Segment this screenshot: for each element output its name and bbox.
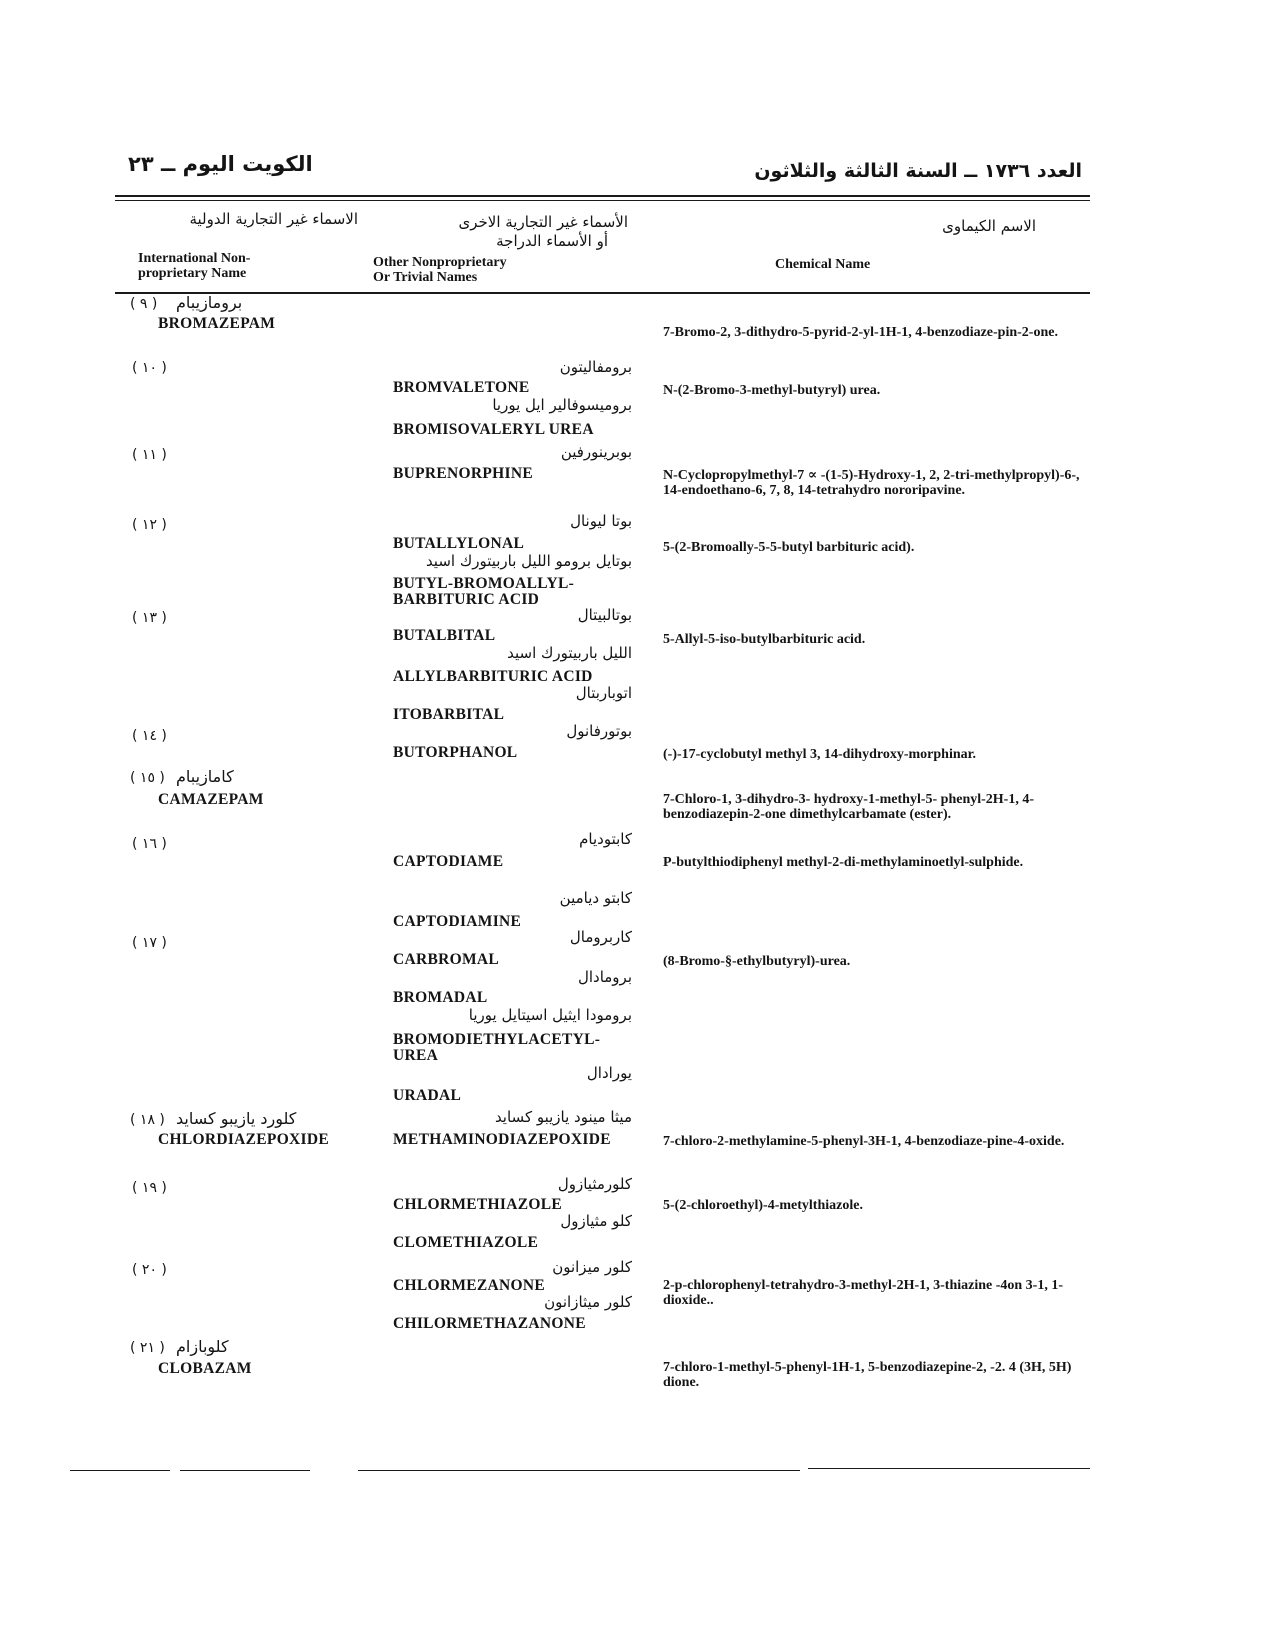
other-arabic-name: اتوباربتال [575, 684, 632, 702]
other-arabic-name: كلو مثيازول [560, 1212, 632, 1230]
header-rule-top [115, 195, 1090, 197]
column-other-english-2: Or Trivial Names [373, 270, 478, 285]
entry-number: ( ٢٠ ) [132, 1262, 167, 1278]
column-header-rule [115, 292, 1090, 294]
chemical-name: P-butylthiodiphenyl methyl-2-di-methylaminoetlyl-sulphide. [663, 855, 1024, 870]
inn-english-name: CLOBAZAM [158, 1360, 252, 1377]
other-arabic-name: بوتايل برومو الليل باربيتورك اسيد [425, 552, 632, 570]
inn-arabic-name: كلورد يازيبو كسايد [176, 1109, 297, 1128]
column-other-arabic-1: الأسماء غير التجارية الاخرى [458, 213, 628, 231]
other-arabic-name: كاربرومال [569, 928, 632, 946]
other-english-name: BROMADAL [393, 989, 488, 1006]
chemical-name: (8-Bromo-§-ethylbutyryl)-urea. [663, 954, 851, 969]
other-english-name: BUTYL-BROMOALLYL-BARBITURIC ACID [393, 575, 575, 608]
chemical-name: 5-Allyl-5-iso-butylbarbituric acid. [663, 632, 866, 647]
other-english-name: CARBROMAL [393, 951, 500, 968]
entry-number: ( ١٦ ) [132, 836, 167, 852]
chemical-name: 7-chloro-2-methylamine-5-phenyl-3H-1, 4-benzodiaze-pine-4-oxide. [663, 1134, 1065, 1149]
inn-arabic-name: برومازيبام [176, 293, 243, 312]
other-english-name: CHLORMETHIAZOLE [393, 1196, 562, 1213]
chemical-name: 5-(2-Bromoally-5-5-butyl barbituric acid). [663, 540, 915, 555]
other-arabic-name: كابتو ديامين [559, 889, 632, 907]
inn-english-name: CHLORDIAZEPOXIDE [158, 1131, 330, 1148]
other-english-name: BROMODIETHYLACETYL-UREA [393, 1031, 601, 1064]
header-rule-bottom [115, 200, 1090, 201]
column-other-english-1: Other Nonproprietary [373, 255, 507, 270]
entry-number: ( ١٠ ) [132, 360, 167, 376]
other-english-name: ITOBARBITAL [393, 706, 505, 723]
other-arabic-name: بوتورفانول [566, 722, 632, 740]
other-english-name: URADAL [393, 1087, 462, 1104]
entry-number: ( ١٥ ) [130, 770, 165, 786]
entry-number: ( ١٨ ) [130, 1112, 165, 1128]
page-header-left: الكويت اليوم ــ ٢٣ [128, 152, 313, 176]
other-english-name: BUPRENORPHINE [393, 465, 533, 482]
other-arabic-name: ميثا مينود يازيبو كسايد [494, 1108, 632, 1126]
chemical-name: 7-chloro-1-methyl-5-phenyl-1H-1, 5-benzodiazepine-2, -2. 4 (3H, 5H) dione. [663, 1360, 1072, 1390]
column-chem-arabic: الاسم الكيماوى [942, 217, 1036, 235]
other-arabic-name: كلور ميثازانون [544, 1293, 632, 1311]
inn-arabic-name: كلوبازام [176, 1337, 229, 1356]
footer-rule-2 [180, 1470, 310, 1471]
other-english-name: BROMISOVALERYL UREA [393, 421, 594, 438]
inn-arabic-name: كامازيبام [176, 767, 234, 786]
other-english-name: CHLORMEZANONE [393, 1277, 546, 1294]
other-english-name: BUTORPHANOL [393, 744, 518, 761]
other-english-name: CAPTODIAMINE [393, 913, 522, 930]
other-english-name: METHAMINODIAZEPOXIDE [393, 1131, 611, 1148]
chemical-name: N-(2-Bromo-3-methyl-butyryl) urea. [663, 383, 881, 398]
entry-number: ( ٩ ) [130, 296, 158, 312]
chemical-name: N-Cyclopropylmethyl-7 ∝ -(1-5)-Hydroxy-1, 2, 2-tri-methylpropyl)-6-, 14-endoethano-6, 7, 8, 14-tetrahydro nororipavine. [663, 468, 1080, 498]
entry-number: ( ١٤ ) [132, 728, 167, 744]
page-header-right: العدد ١٧٣٦ ــ السنة الثالثة والثلاثون [754, 160, 1082, 182]
other-arabic-name: بوتا ليونال [570, 512, 632, 530]
column-inn-english-2: proprietary Name [138, 266, 247, 281]
entry-number: ( ١٣ ) [132, 610, 167, 626]
other-arabic-name: برومودا ايثيل اسيتايل يوريا [468, 1006, 632, 1024]
other-arabic-name: بوتالبيتال [577, 606, 632, 624]
other-english-name: CHILORMETHAZANONE [393, 1315, 586, 1332]
other-english-name: BROMVALETONE [393, 379, 530, 396]
chemical-name: 5-(2-chloroethyl)-4-metylthiazole. [663, 1198, 863, 1213]
footer-rule-4 [808, 1468, 1090, 1469]
chemical-name: (-)-17-cyclobutyl methyl 3, 14-dihydroxy-morphinar. [663, 747, 977, 762]
chemical-name: 7-Chloro-1, 3-dihydro-3- hydroxy-1-methyl-5- phenyl-2H-1, 4-benzodiazepin-2-one dimethylcarbamate (ester). [663, 792, 1034, 822]
chemical-name: 2-p-chlorophenyl-tetrahydro-3-methyl-2H-1, 3-thiazine -4on 3-1, 1-dioxide.. [663, 1278, 1063, 1308]
other-english-name: ALLYLBARBITURIC ACID [393, 668, 593, 685]
entry-number: ( ١١ ) [132, 447, 167, 463]
other-arabic-name: برومادال [577, 968, 632, 986]
other-arabic-name: كابتوديام [579, 830, 632, 848]
chemical-name: 7-Bromo-2, 3-dithydro-5-pyrid-2-yl-1H-1, 4-benzodiaze-pin-2-one. [663, 325, 1058, 340]
other-english-name: BUTALBITAL [393, 627, 496, 644]
column-chem-english: Chemical Name [775, 257, 871, 272]
footer-rule-3 [358, 1470, 800, 1471]
other-english-name: CAPTODIAME [393, 853, 504, 870]
other-arabic-name: بوبرينورفين [560, 443, 632, 461]
entry-number: ( ٢١ ) [130, 1340, 165, 1356]
other-arabic-name: يورادال [586, 1064, 632, 1082]
other-arabic-name: بروميسوفالير ايل يوريا [492, 396, 632, 414]
other-arabic-name: برومفاليتون [559, 358, 632, 376]
entry-number: ( ١٩ ) [132, 1180, 167, 1196]
inn-english-name: BROMAZEPAM [158, 315, 276, 332]
inn-english-name: CAMAZEPAM [158, 791, 264, 808]
column-inn-english-1: International Non- [138, 251, 251, 266]
other-arabic-name: كلور ميزانون [552, 1258, 632, 1276]
other-arabic-name: الليل باربيتورك اسيد [507, 644, 632, 662]
other-arabic-name: كلورمثيازول [557, 1175, 632, 1193]
other-english-name: CLOMETHIAZOLE [393, 1234, 539, 1251]
entry-number: ( ١٧ ) [132, 935, 167, 951]
entry-number: ( ١٢ ) [132, 517, 167, 533]
footer-rule-1 [70, 1470, 170, 1471]
column-other-arabic-2: أو الأسماء الدراجة [496, 232, 608, 250]
column-inn-arabic: الاسماء غير التجارية الدولية [189, 210, 358, 228]
other-english-name: BUTALLYLONAL [393, 535, 525, 552]
